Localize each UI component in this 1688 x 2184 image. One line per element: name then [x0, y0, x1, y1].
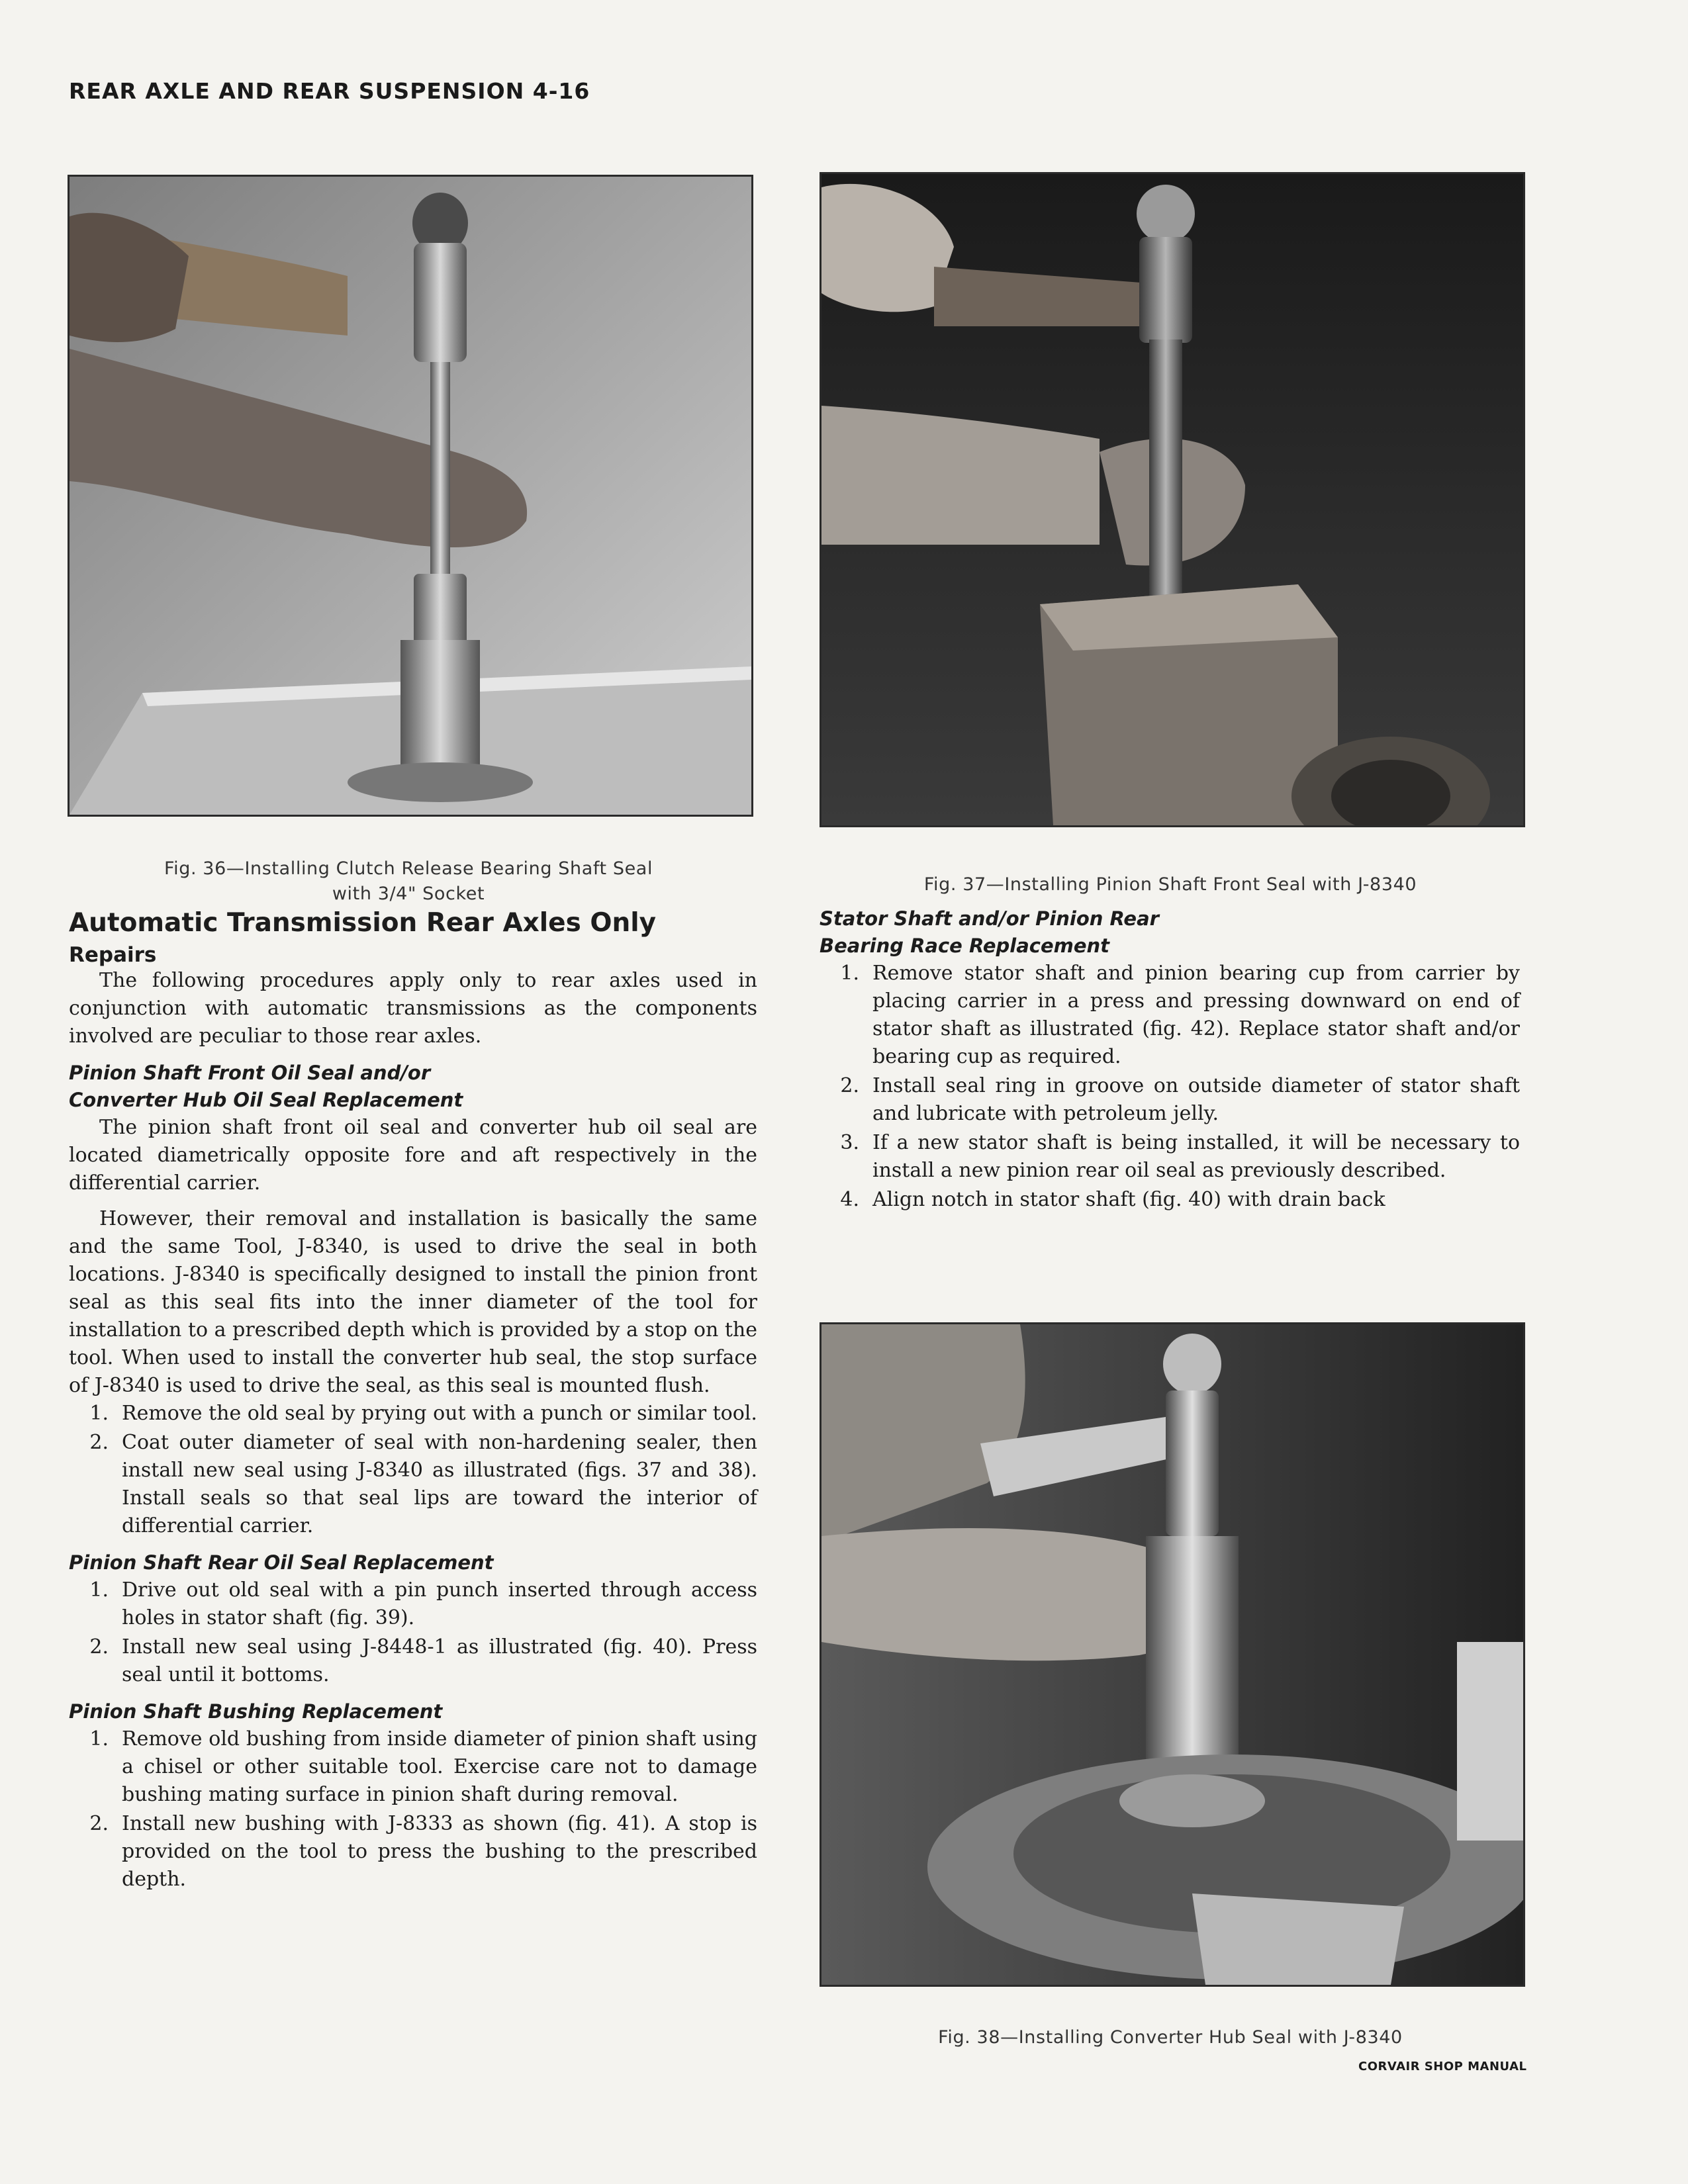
stator-heading-line2: Bearing Race Replacement: [820, 934, 1110, 957]
list-item: [69, 1400, 757, 1428]
step-text: Remove old bushing from inside diameter of pinion shaft using a chisel or other suitable tool. Exercise care not to damage bushing mating surface in pinion shaft during removal.: [122, 1727, 757, 1806]
step-text: Install new bushing with J-8333 as shown (fig. 41). A stop is provided on the tool to press the bushing to the prescribed depth.: [122, 1812, 757, 1891]
step-text: Remove the old seal by prying out with a punch or similar tool.: [122, 1402, 757, 1425]
repairs-paragraph: The following procedures apply only to rear axles used in conjunction with automatic transmissions as the components involved are peculiar to those rear axles.: [69, 969, 757, 1048]
step-text: Install new seal using J-8448-1 as illustrated (fig. 40). Press seal until it bottoms.: [122, 1635, 757, 1686]
figure-36-caption: [68, 856, 749, 907]
step-number: 2.: [89, 1812, 109, 1835]
list-item: [820, 1072, 1520, 1128]
stator-steps: [820, 960, 1520, 1214]
section-title: Automatic Transmission Rear Axles Only: [69, 908, 657, 938]
figure-37-caption: Fig. 37—Installing Pinion Shaft Front Seal with J-8340: [923, 874, 1417, 895]
front-seal-heading: [69, 1060, 757, 1114]
list-item: [69, 1725, 757, 1809]
list-item: [820, 1129, 1520, 1185]
step-number: 3.: [840, 1131, 859, 1154]
bushing-steps: [69, 1725, 757, 1893]
front-seal-steps: [69, 1400, 757, 1540]
list-item: [69, 1429, 757, 1540]
step-text: Remove stator shaft and pinion bearing cup from carrier by placing carrier in a press and pressing downward on end of stator shaft as illustrated (fig. 42). Replace stator shaft and/or bearing cup as required.: [872, 962, 1520, 1068]
step-number: 2.: [840, 1074, 859, 1097]
step-number: 1.: [89, 1727, 109, 1751]
step-text: Install seal ring in groove on outside diameter of stator shaft and lubricate with petroleum jelly.: [872, 1074, 1520, 1125]
figure-36-caption-line2: with 3/4" Socket: [332, 884, 485, 904]
rear-seal-heading: Pinion Shaft Rear Oil Seal Replacement: [69, 1551, 494, 1574]
right-column: [820, 905, 1520, 1215]
list-item: [820, 1186, 1520, 1214]
step-number: 2.: [89, 1635, 109, 1659]
step-text: Drive out old seal with a pin punch inserted through access holes in stator shaft (fig. 39).: [122, 1578, 757, 1629]
page-header: REAR AXLE AND REAR SUSPENSION 4-16: [69, 78, 590, 104]
figure-38-caption: Fig. 38—Installing Converter Hub Seal with J-8340: [938, 2027, 1403, 2048]
figure-38-photo: [820, 1322, 1525, 1987]
front-seal-heading-line1: Pinion Shaft Front Oil Seal and/or: [69, 1062, 431, 1084]
front-seal-paragraph-2: However, their removal and installation is basically the same and the same Tool, J-8340, is used to drive the seal in both locations. J-8340 is specifically designed to install the pinion front seal as this seal fits into the inner diameter of the tool for installation to a prescribed depth which is provided by a stop on the tool. When used to install the converter hub seal, the stop surface of J-8340 is used to drive the seal, as this seal is mounted flush.: [69, 1207, 757, 1397]
front-seal-heading-line2: Converter Hub Oil Seal Replacement: [69, 1089, 463, 1111]
step-number: 1.: [89, 1402, 109, 1425]
stator-heading: [820, 905, 1520, 960]
step-text: Align notch in stator shaft (fig. 40) with drain back: [872, 1188, 1385, 1211]
figure-37-photo: [820, 172, 1525, 827]
list-item: [69, 1576, 757, 1632]
bushing-heading: Pinion Shaft Bushing Replacement: [69, 1700, 443, 1723]
step-number: 1.: [840, 962, 859, 985]
step-number: 2.: [89, 1431, 109, 1454]
repairs-title: Repairs: [69, 943, 157, 967]
figure-36-photo: [68, 175, 753, 817]
step-text: If a new stator shaft is being installed, it will be necessary to install a new pinion rear oil seal as previously described.: [872, 1131, 1520, 1182]
rear-seal-steps: [69, 1576, 757, 1689]
figure-36-caption-line1: Fig. 36—Installing Clutch Release Bearing Shaft Seal: [164, 858, 653, 879]
stator-heading-line1: Stator Shaft and/or Pinion Rear: [820, 907, 1159, 930]
left-column: [69, 908, 757, 1895]
step-text: Coat outer diameter of seal with non-hardening sealer, then install new seal using J-8340 as illustrated (figs. 37 and 38). Install seals so that seal lips are toward the interior of differential carrier.: [122, 1431, 757, 1537]
page-footer: CORVAIR SHOP MANUAL: [1358, 2060, 1527, 2073]
front-seal-paragraph-1: The pinion shaft front oil seal and converter hub oil seal are located diametrically opposite fore and aft respectively in the differential carrier.: [69, 1116, 757, 1195]
list-item: [69, 1633, 757, 1689]
list-item: [69, 1810, 757, 1893]
step-number: 4.: [840, 1188, 859, 1211]
list-item: [820, 960, 1520, 1071]
step-number: 1.: [89, 1578, 109, 1602]
